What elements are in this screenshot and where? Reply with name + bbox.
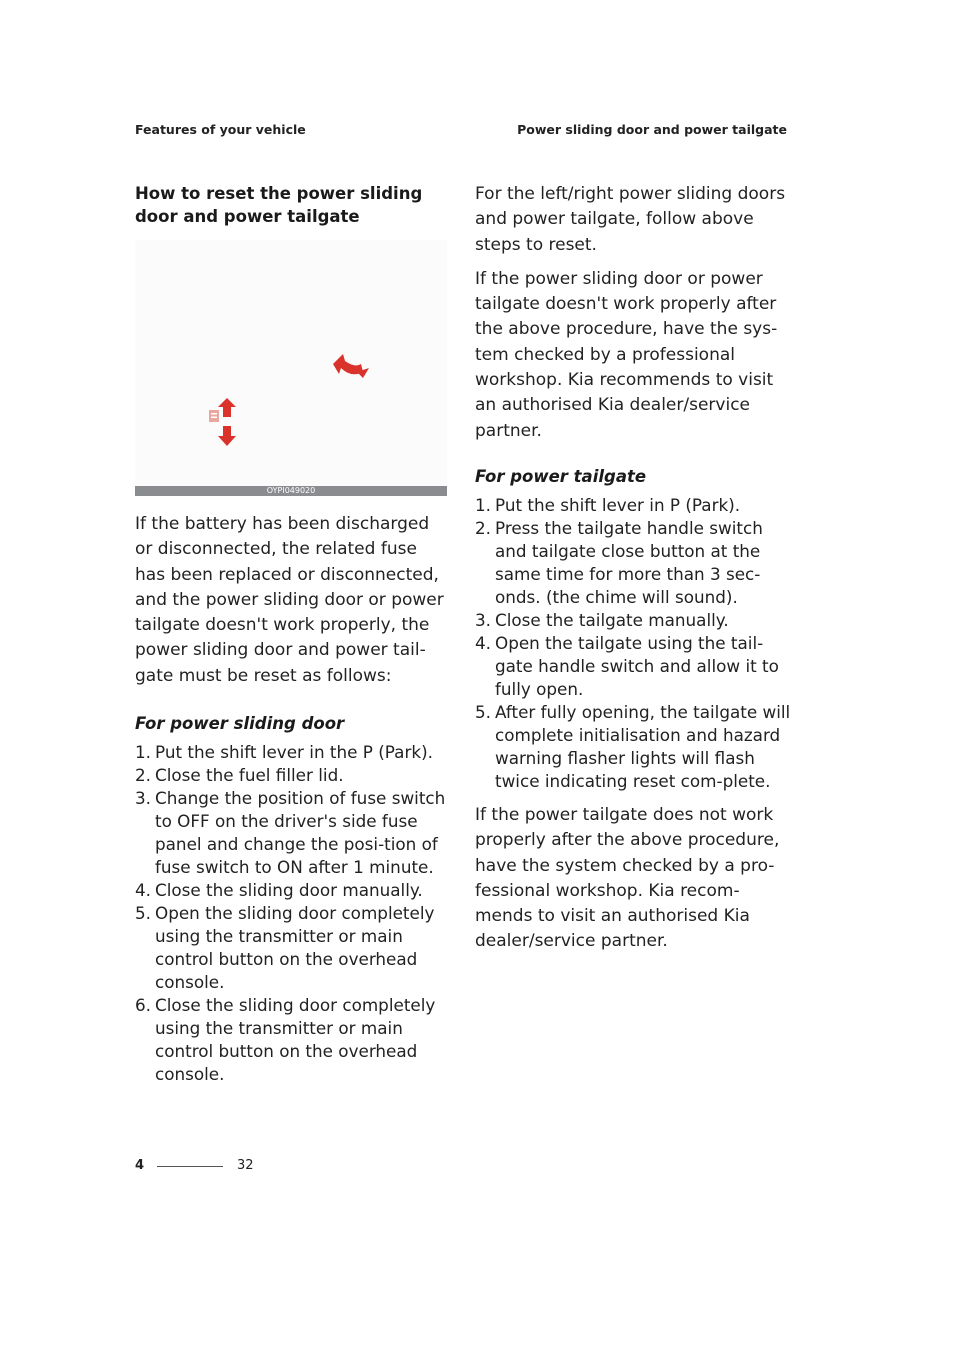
figure-drawing [135,240,447,486]
switch-icon [209,410,219,422]
list-item [135,787,450,879]
list-item [475,632,795,701]
list-item [135,902,450,994]
step-number: 2. [475,517,492,538]
arrow-up-icon [218,398,236,417]
step-text: Change the position of fuse switch to OFF on the driver's side fuse panel and change the posi-tion of fuse switch to ON after 1 minute. [155,788,446,878]
page-number: 32 [237,1158,254,1173]
curved-arrow-icon [333,354,369,378]
chapter-number: 4 [135,1158,145,1173]
list-item [475,494,795,517]
step-text: Put the shift lever in the P (Park). [155,742,433,763]
list-item [475,701,795,793]
step-number: 3. [475,609,492,630]
tailgate-workshop-paragraph: If the power tailgate does not work properly after the above procedure, have the system checked by a pro-fessional workshop. Kia recom-mends to visit an authorised Kia dealer/service partner. [475,804,780,952]
section-title: How to reset the power sliding door and power tailgate [135,184,423,226]
step-text: Put the shift lever in P (Park). [495,494,741,515]
footer-rule [157,1166,223,1167]
list-item [135,994,450,1086]
step-number: 4. [475,632,492,653]
workshop-paragraph: If the power sliding door or power tailgate doesn't work properly after the above procedure, have the sys-tem checked by a professional workshop. Kia recommends to visit an authorised Kia dealer/service partner. [475,268,778,441]
tailgate-steps-list [475,494,795,793]
step-number: 1. [135,742,152,763]
step-text: Press the tailgate handle switch and tailgate close button at the same time for more than 3 sec-onds. (the chime will sound). [495,517,763,607]
step-number: 5. [475,701,492,722]
step-text: Open the sliding door completely using the transmitter or main control button on the overhead console. [155,903,435,993]
step-text: After fully opening, the tailgate will complete initialisation and hazard warning flasher lights will flash twice indicating reset com-plete. [495,701,791,791]
intro-paragraph: If the battery has been discharged or disconnected, the related fuse has been replaced or disconnected, and the power sliding door or power tailgate doesn't work properly, the power sliding door and power tail-gate must be reset as follows: [135,514,444,686]
step-text: Close the fuel filler lid. [155,765,344,786]
tailgate-subtitle: For power tailgate [475,466,647,486]
step-number: 4. [135,880,152,901]
list-item [475,517,795,609]
step-text: Close the sliding door completely using the transmitter or main control button on the overhead console. [155,995,436,1085]
left-column [135,182,450,1086]
door-steps-list [135,741,450,1086]
door-subtitle: For power sliding door [135,714,345,734]
list-item [135,879,450,902]
step-text: Close the sliding door manually. [155,880,423,901]
figure-caption: OYPI049020 [135,486,447,496]
page-footer [135,1158,254,1173]
step-number: 2. [135,765,152,786]
list-item [135,764,450,787]
step-text: Open the tailgate using the tail-gate handle switch and allow it to fully open. [495,632,779,699]
step-number: 5. [135,903,152,924]
arrow-down-icon [218,426,236,446]
step-text: Close the tailgate manually. [495,609,729,630]
step-number: 6. [135,995,152,1016]
list-item [475,609,795,632]
figure-illustration [135,240,447,496]
running-header-section: Power sliding door and power tailgate [517,122,787,137]
right-column [475,182,795,955]
step-number: 1. [475,494,492,515]
reset-both-paragraph: For the left/right power sliding doors and power tailgate, follow above steps to reset. [475,184,786,255]
step-number: 3. [135,788,152,809]
running-header-chapter: Features of your vehicle [135,122,306,137]
list-item [135,741,450,764]
